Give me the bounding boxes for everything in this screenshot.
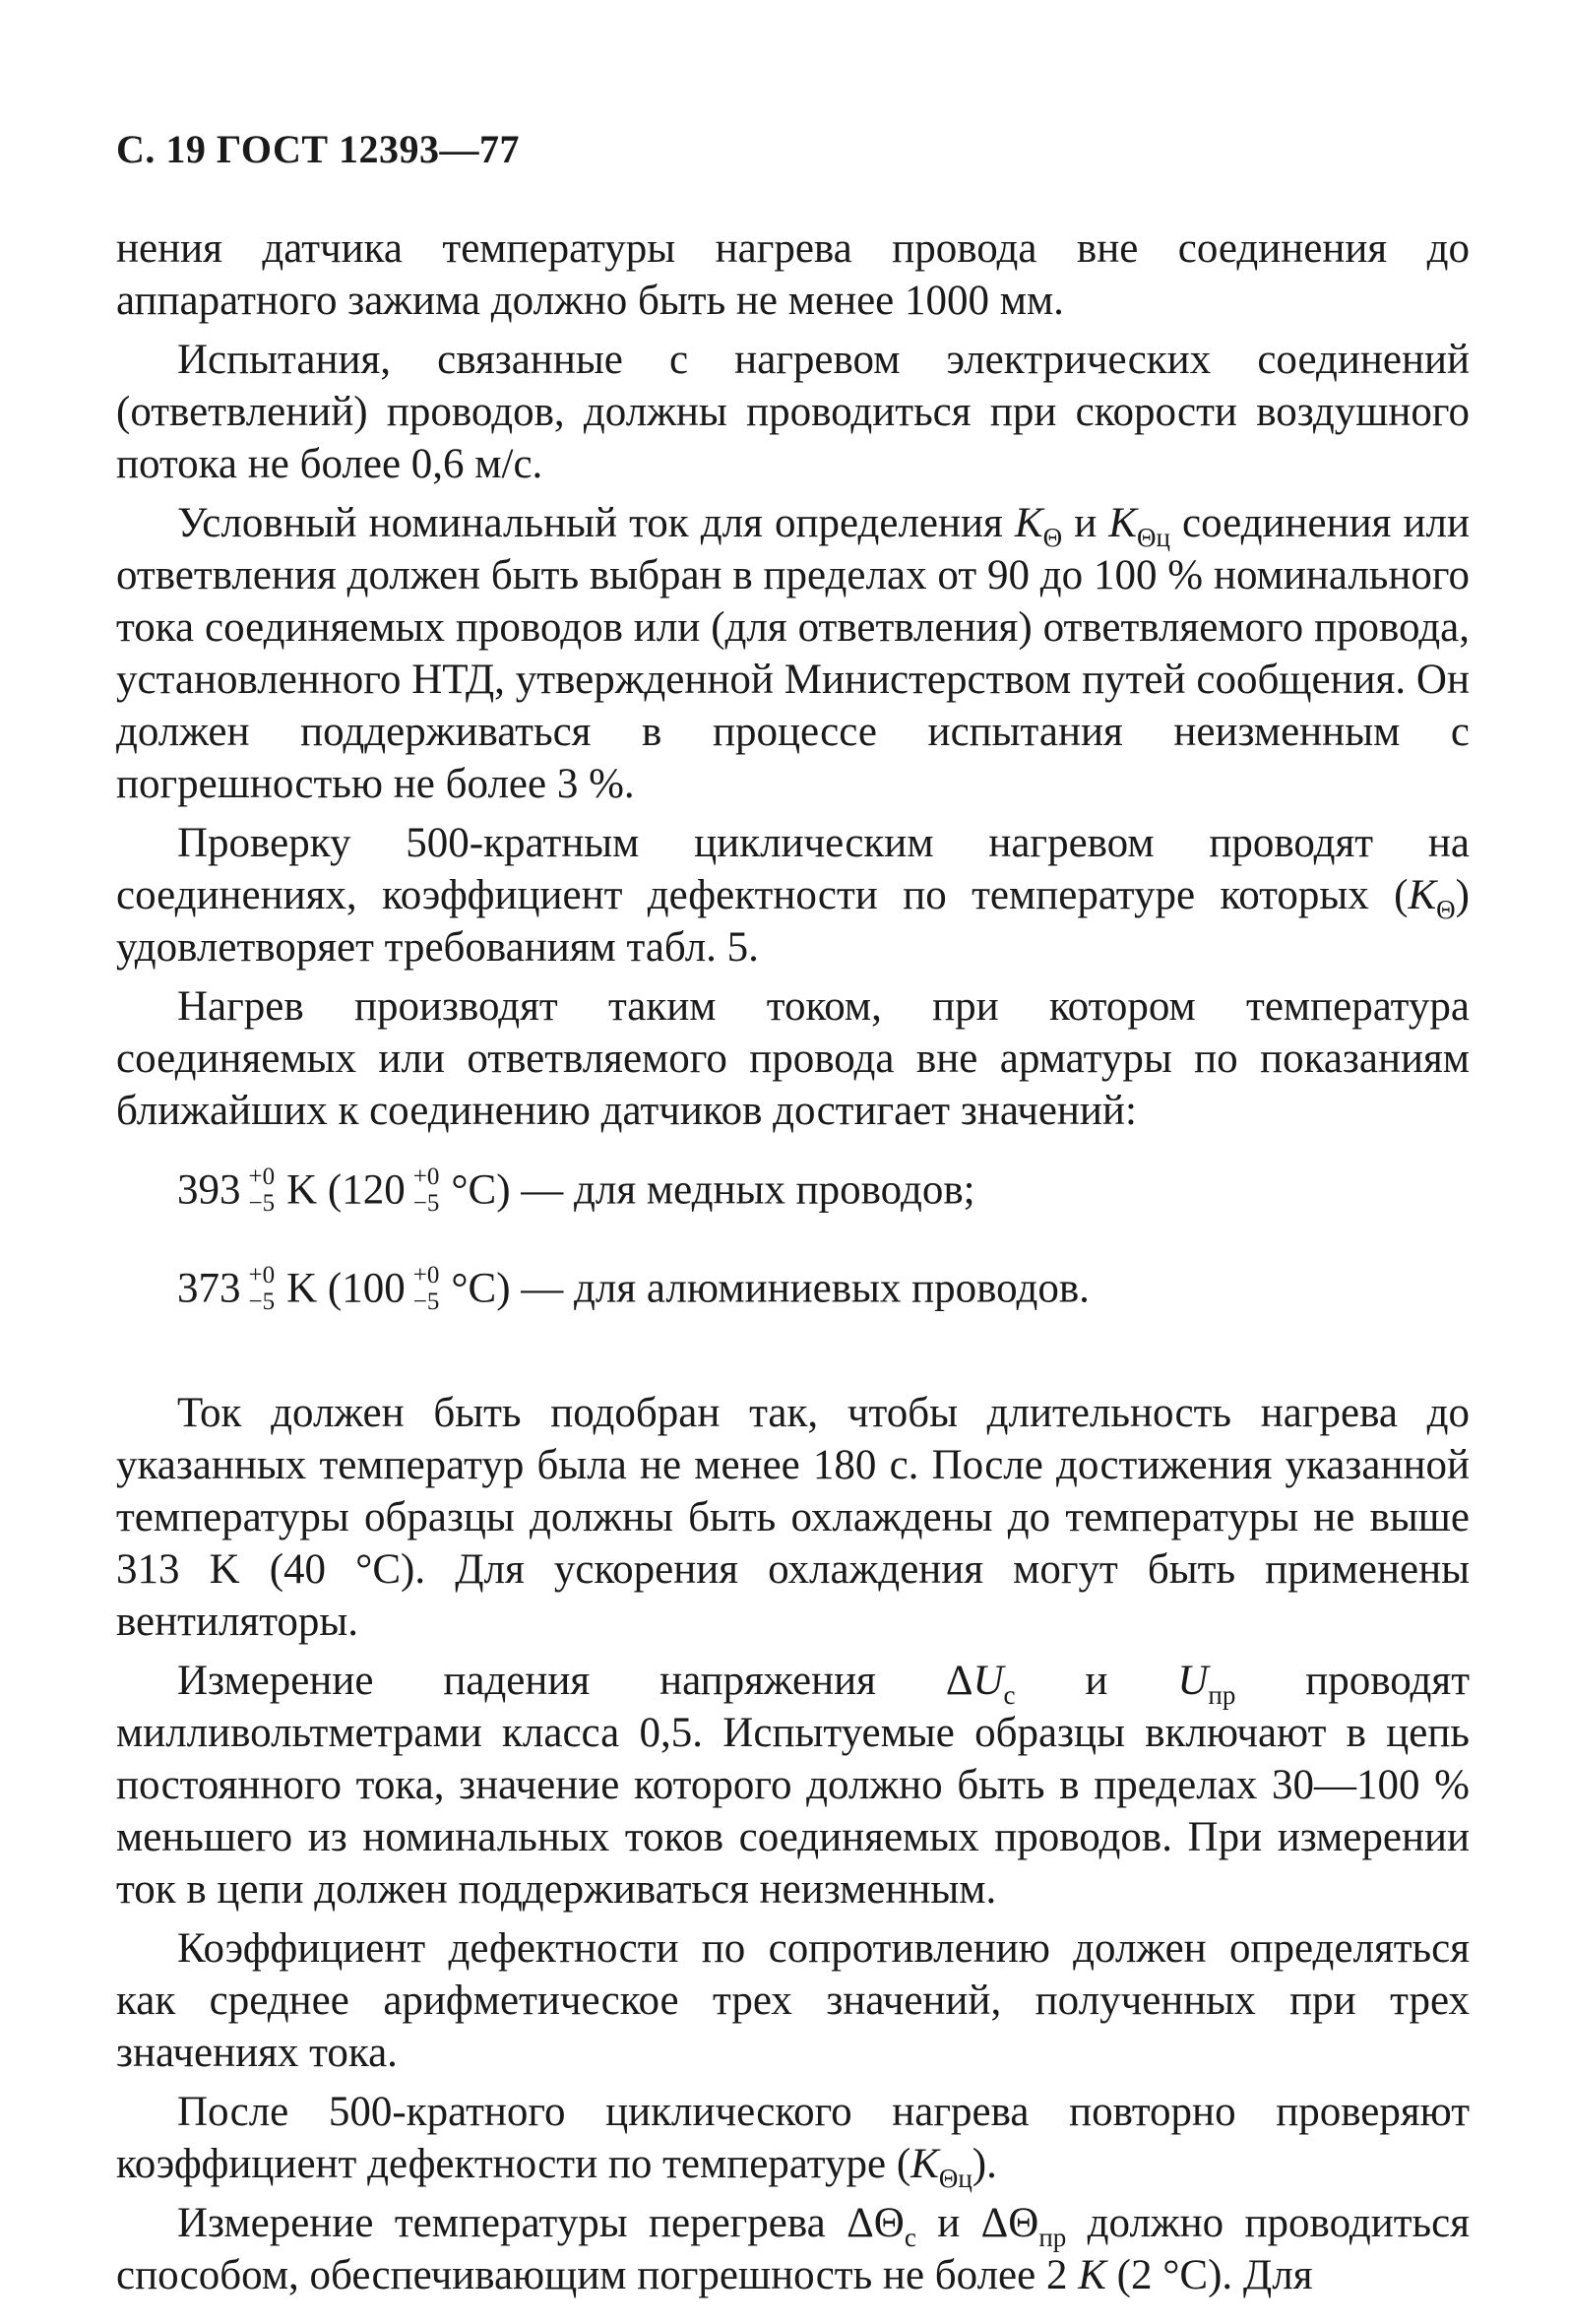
paragraph-9 [116,2086,1470,2193]
tolerance-upper: +0 [248,1163,276,1191]
tolerance [249,1262,276,1315]
paragraph-8: Коэффициент дефектности по сопротивлению должен определяться как среднее арифметическое трех значений, полученных при трех значениях тока. [116,1925,1470,2076]
symbol-u: U [1177,1658,1209,1704]
paragraph-7-text: и [1015,1658,1178,1704]
paragraph-3-text: соединения или ответвления должен быть выбран в пределах от 90 до 100 % номинального тока соединяемых проводов или (для ответвления) ответвляемого провода, установленного НТД, утвержденной Министерством путей сообщения. Он должен поддерживаться в процессе испытания неизменным с погрешностью не более 3 %. [116,500,1471,807]
formula-tail: °C) — для медных проводов; [451,1166,975,1214]
paragraph-7-text: проводят милливольтметрами класса 0,5. Испытуемые образцы включают в цепь постоянного тока, значение которого должно быть в пределах 30—100 % меньшего из номинальных токов соединяемых проводов. При измерении ток в цепи должен поддерживаться неизменным. [116,1658,1470,1913]
document-body [116,222,1470,2308]
paragraph-10-text: должно проводиться способом, обеспечивающим погрешность не более 2 [116,2200,1470,2298]
tolerance-upper: +0 [248,1262,276,1289]
paragraph-4-text: ) удовлетворяет требованиям табл. 5. [116,872,1470,971]
tolerance-lower: −5 [412,1288,440,1316]
paragraph-9-text: После 500-кратного циклического нагрева повторно проверяют коэффициент дефектности по температуре ( [116,2089,1470,2187]
symbol-k: K [910,2141,939,2187]
paragraph-4 [116,817,1470,974]
symbol-subscript: пр [1208,1680,1236,1710]
page-header: С. 19 ГОСТ 12393—77 [116,127,521,171]
paragraph-3-text: Условный номинальный ток для определения [177,500,1015,546]
paragraph-1: нения датчика температуры нагрева провода вне соединения до аппаратного зажима должно быть не менее 1000 мм. [116,225,1470,324]
symbol-k: K [1014,500,1043,546]
tolerance-lower: −5 [412,1190,440,1218]
symbol-subscript: Θц [938,2164,973,2193]
paragraph-6: Ток должен быть подобран так, чтобы длительность нагрева до указанных температур была не менее 180 с. После достижения указанной температуры образцы должны быть охлаждены до температуры не выше 313 K (40 °С). Для ускорения охлаждения могут быть применены вентиляторы. [116,1390,1470,1645]
paragraph-3-text: и [1062,500,1109,546]
symbol-subscript: с [1003,1680,1016,1710]
paragraph-5: Нагрев производят таким током, при котором температура соединяемых или ответвляемого провода вне арматуры по показаниям ближайших к соединению датчиков достигает значений: [116,983,1470,1134]
formula-block [177,1161,1470,1357]
tolerance-upper: +0 [412,1163,440,1191]
tolerance-lower: −5 [248,1190,276,1218]
tolerance [413,1163,440,1217]
paragraph-9-text: ). [972,2141,997,2187]
symbol-subscript: с [904,2223,916,2252]
symbol-subscript: Θ [1436,895,1456,924]
formula-value: 393 [177,1166,241,1214]
paragraph-10-text: (2 °С). Для [1105,2252,1313,2298]
symbol-k: K [1108,500,1137,546]
paragraph-10-text: и ΔΘ [915,2200,1039,2246]
tolerance [249,1163,276,1217]
paragraph-2: Испытания, связанные с нагревом электрических соединений (ответвлений) проводов, должны проводиться при скорости воздушного потока не более 0,6 м/с. [116,337,1470,487]
tolerance-upper: +0 [412,1262,440,1289]
paragraph-4-text: Проверку 500-кратным циклическим нагревом проводят на соединениях, коэффициент дефектности по температуре которых ( [116,820,1470,918]
formula-copper [177,1161,1470,1259]
symbol-k: K [1078,2252,1106,2298]
formula-unit: K (120 [286,1166,406,1214]
tolerance-lower: −5 [248,1288,276,1316]
paragraph-3 [116,497,1470,810]
formula-unit: K (100 [286,1265,406,1312]
paragraph-7 [116,1655,1470,1916]
symbol-subscript: пр [1038,2223,1067,2252]
paragraph-10-text: Измерение температуры перегрева ΔΘ [177,2200,905,2246]
symbol-k: K [1408,872,1437,918]
paragraph-7-text: Измерение падения напряжения Δ [177,1658,973,1704]
symbol-u: U [973,1658,1004,1704]
symbol-subscript: Θ [1042,523,1063,552]
formula-value: 373 [177,1265,241,1312]
tolerance [413,1262,440,1315]
symbol-subscript: Θц [1136,523,1170,552]
formula-aluminium [177,1259,1470,1357]
paragraph-10 [116,2197,1470,2301]
formula-tail: °C) — для алюминиевых проводов. [451,1265,1090,1312]
